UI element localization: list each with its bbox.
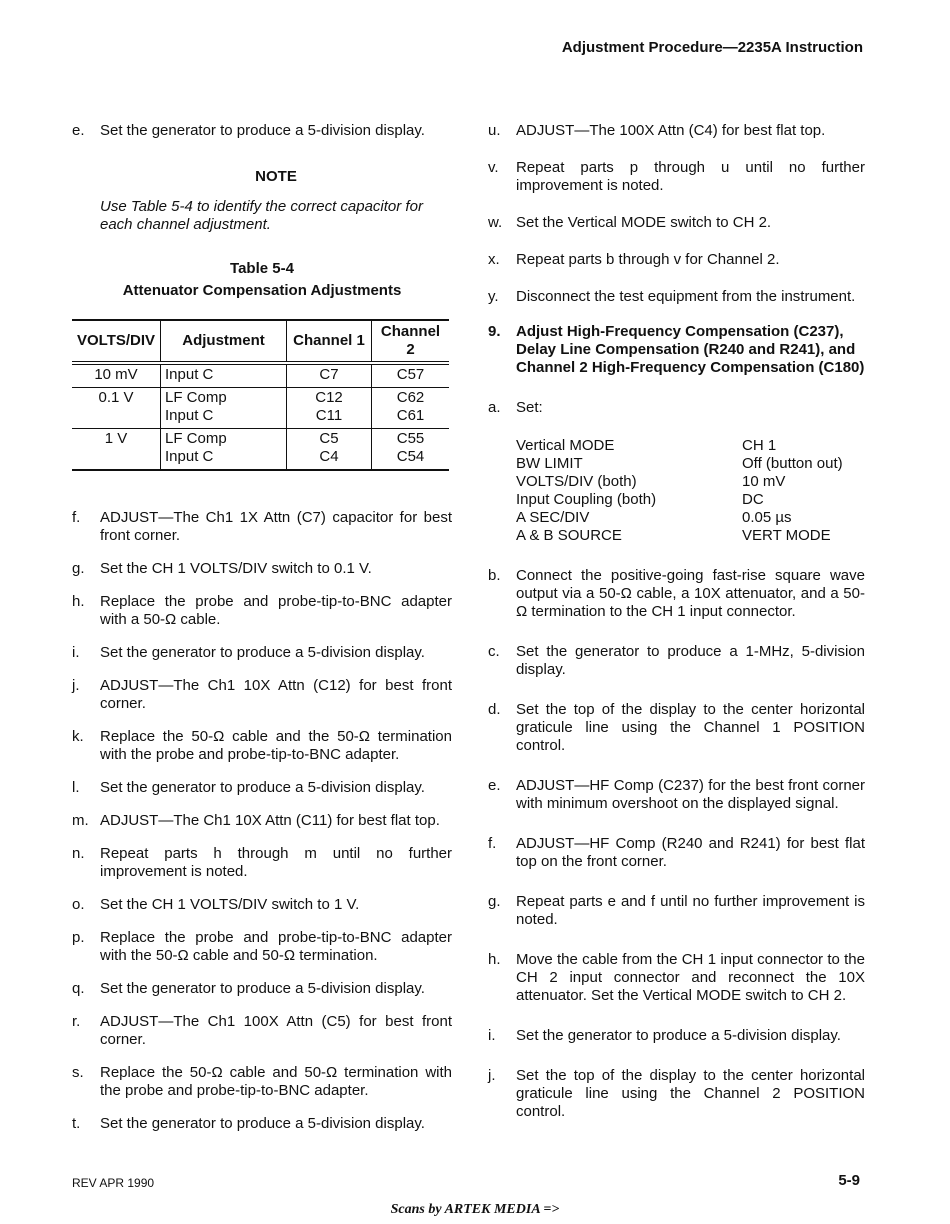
cell-channel1 [287,363,372,388]
step-text: ADJUST—HF Comp (R240 and R241) for best flat top on the front corner. [516,835,865,870]
step-item [72,845,452,881]
step-item [488,567,865,621]
attenuator-table [72,319,449,471]
step-label: w. [488,214,503,231]
setting-name: A SEC/DIV [516,509,590,526]
cell-line: C57 [396,366,425,383]
note-body: Use Table 5-4 to identify the correct capacitor for each channel adjustment. [100,198,423,233]
settings-row [516,437,843,455]
step-text: Set the generator to produce a 5-division display. [100,122,425,139]
step-item [488,777,865,813]
step-label: h. [72,593,85,610]
setting-value: 0.05 µs [742,509,792,526]
step-item [72,1064,452,1100]
step-item [488,159,865,195]
step-label: g. [72,560,85,577]
step-text: Set the CH 1 VOLTS/DIV switch to 0.1 V. [100,560,372,577]
setting-name: VOLTS/DIV (both) [516,473,637,490]
right-step-list-top [488,122,865,306]
step-item [72,980,452,998]
step-item [488,701,865,755]
step-label: n. [72,845,85,862]
col-header-channel2: Channel 2 [372,320,450,363]
step-item [488,1027,865,1045]
step-text: ADJUST—The Ch1 10X Attn (C12) for best front corner. [100,677,452,712]
cell-channel1 [287,388,372,429]
page-header: Adjustment Procedure—2235A Instruction [561,39,863,56]
cell-line: C55 [396,430,425,447]
table-header-row [72,320,449,363]
cell-channel2 [372,429,450,471]
step-item [488,1067,865,1121]
cell-line: C11 [315,407,343,424]
setting-value: VERT MODE [742,527,831,544]
cell-line: C5 [319,430,339,447]
cell-line: Input C [165,407,214,424]
cell-adjustment [161,388,287,429]
step-item [488,288,865,306]
step-text: Replace the 50-Ω cable and 50-Ω termination with the probe and probe-tip-to-BNC adapter. [100,1064,452,1099]
settings-row [516,473,843,491]
cell-line: LF Comp [165,430,227,447]
step-label: d. [488,701,501,718]
cell-line: LF Comp [165,389,227,406]
step-text: Replace the 50-Ω cable and the 50-Ω termination with the probe and probe-tip-to-BNC adapter. [100,728,452,763]
step-text: Set the top of the display to the center horizontal graticule line using the Channel 1 POSITION control. [516,701,865,754]
section-heading [488,323,865,377]
cell-volts: 0.1 V [72,388,161,429]
step-text: Replace the probe and probe-tip-to-BNC adapter with the 50-Ω cable and 50-Ω termination. [100,929,452,964]
step-item [72,728,452,764]
step-label: e. [488,777,501,794]
step-item [488,122,865,140]
step-a-right [488,399,865,417]
step-item [488,643,865,679]
step-label: e. [72,122,85,139]
step-text: Set: [516,399,543,416]
cell-channel1 [287,429,372,471]
cell-adjustment [161,429,287,471]
step-text: Set the generator to produce a 5-division display. [100,644,425,661]
step-text: Repeat parts p through u until no further improvement is noted. [516,159,865,194]
cell-line: C54 [396,448,425,465]
cell-line: C61 [396,407,425,424]
cell-adjustment [161,363,287,388]
step-text: Disconnect the test equipment from the instrument. [516,288,856,305]
step-item [72,779,452,797]
settings-row [516,509,843,527]
scan-credit: Scans by ARTEK MEDIA => [390,1202,560,1217]
step-label: f. [488,835,497,852]
step-item [72,896,452,914]
col-header-channel1: Channel 1 [287,320,372,363]
col-header-volts: VOLTS/DIV [72,320,161,363]
step-label: q. [72,980,85,997]
step-item [72,593,452,629]
setting-value: CH 1 [742,437,777,454]
step-item [72,1115,452,1133]
step-label: o. [72,896,85,913]
step-label: i. [72,644,80,661]
step-text: Set the CH 1 VOLTS/DIV switch to 1 V. [100,896,360,913]
step-label: b. [488,567,501,584]
step-text: ADJUST—The Ch1 1X Attn (C7) capacitor for best front corner. [100,509,452,544]
step-label: c. [488,643,500,660]
step-label: i. [488,1027,496,1044]
cell-volts: 1 V [72,429,161,471]
step-label: v. [488,159,499,176]
revision-date: REV APR 1990 [72,1176,155,1190]
step-label: x. [488,251,500,268]
step-label: y. [488,288,499,305]
table-row [72,429,449,471]
cell-line: C7 [319,366,339,383]
step-text: Set the generator to produce a 1-MHz, 5-division display. [516,643,865,678]
step-text: Move the cable from the CH 1 input connector to the CH 2 input connector and reconnect the 10X attenuator. Set the Vertical MODE switch to CH 2. [516,951,865,1004]
step-text: ADJUST—The Ch1 100X Attn (C5) for best front corner. [100,1013,452,1048]
section-number: 9. [488,323,501,340]
page-number: 5-9 [838,1172,860,1189]
step-item [72,509,452,545]
step-text: Set the generator to produce a 5-division display. [100,1115,425,1132]
settings-table [516,437,843,545]
step-item [72,1013,452,1049]
step-text: Set the Vertical MODE switch to CH 2. [516,214,772,231]
step-item [72,929,452,965]
right-column [488,122,865,1121]
step-label: f. [72,509,81,526]
cell-line: Input C [165,366,214,383]
step-label: p. [72,929,85,946]
step-label: r. [72,1013,81,1030]
setting-name: Vertical MODE [516,437,615,454]
right-step-list-bottom [488,567,865,1121]
settings-row [516,455,843,473]
step-label: u. [488,122,501,139]
step-item [488,893,865,929]
step-text: ADJUST—The 100X Attn (C4) for best flat top. [516,122,826,139]
step-label: s. [72,1064,84,1081]
step-text: ADJUST—HF Comp (C237) for the best front corner with minimum overshoot on the displayed signal. [516,777,865,812]
table-caption-title: Attenuator Compensation Adjustments [122,282,402,299]
step-item [488,251,865,269]
cell-line: C12 [315,389,343,406]
cell-line: C4 [319,448,339,465]
step-item [72,812,452,830]
left-step-list [72,509,452,1133]
step-item [488,214,865,232]
left-column [72,122,452,1133]
note-title: NOTE [255,168,297,185]
step-label: a. [488,399,501,416]
step-text: Replace the probe and probe-tip-to-BNC adapter with a 50-Ω cable. [100,593,452,628]
setting-name: BW LIMIT [516,455,583,472]
setting-value: 10 mV [742,473,786,490]
step-item [72,560,452,578]
step-text: Set the generator to produce a 5-division display. [516,1027,841,1044]
step-label: h. [488,951,501,968]
table-row [72,388,449,429]
step-label: g. [488,893,501,910]
step-item [488,951,865,1005]
step-text: Connect the positive-going fast-rise square wave output via a 50-Ω cable, a 10X attenuator, and a 50-Ω termination to the CH 1 input connector. [516,567,865,620]
table-caption-number: Table 5-4 [230,260,294,277]
section-title: Adjust High-Frequency Compensation (C237), Delay Line Compensation (R240 and R241), and Channel 2 High-Frequency Compensation (C180) [516,323,865,376]
step-text: Set the generator to produce a 5-division display. [100,980,425,997]
step-e-left [72,122,452,140]
cell-line: C62 [396,389,425,406]
setting-value: DC [742,491,764,508]
setting-value: Off (button out) [742,455,843,472]
cell-channel2 [372,388,450,429]
step-text: Repeat parts e and f until no further improvement is noted. [516,893,865,928]
table-row [72,363,449,388]
step-label: l. [72,779,80,796]
setting-name: Input Coupling (both) [516,491,657,508]
step-label: k. [72,728,84,745]
step-item [488,835,865,871]
step-label: m. [72,812,89,829]
step-item [72,677,452,713]
step-item [72,644,452,662]
step-label: j. [488,1067,496,1084]
col-header-adjustment: Adjustment [161,320,287,363]
setting-name: A & B SOURCE [516,527,622,544]
settings-row [516,491,843,509]
step-text: Repeat parts b through v for Channel 2. [516,251,780,268]
settings-row [516,527,843,545]
step-label: j. [72,677,80,694]
cell-volts: 10 mV [72,363,161,388]
cell-channel2 [372,363,450,388]
step-text: Repeat parts h through m until no further improvement is noted. [100,845,452,880]
step-text: ADJUST—The Ch1 10X Attn (C11) for best flat top. [100,812,440,829]
step-text: Set the top of the display to the center horizontal graticule line using the Channel 2 POSITION control. [516,1067,865,1120]
step-label: t. [72,1115,81,1132]
step-text: Set the generator to produce a 5-division display. [100,779,425,796]
cell-line: Input C [165,448,214,465]
